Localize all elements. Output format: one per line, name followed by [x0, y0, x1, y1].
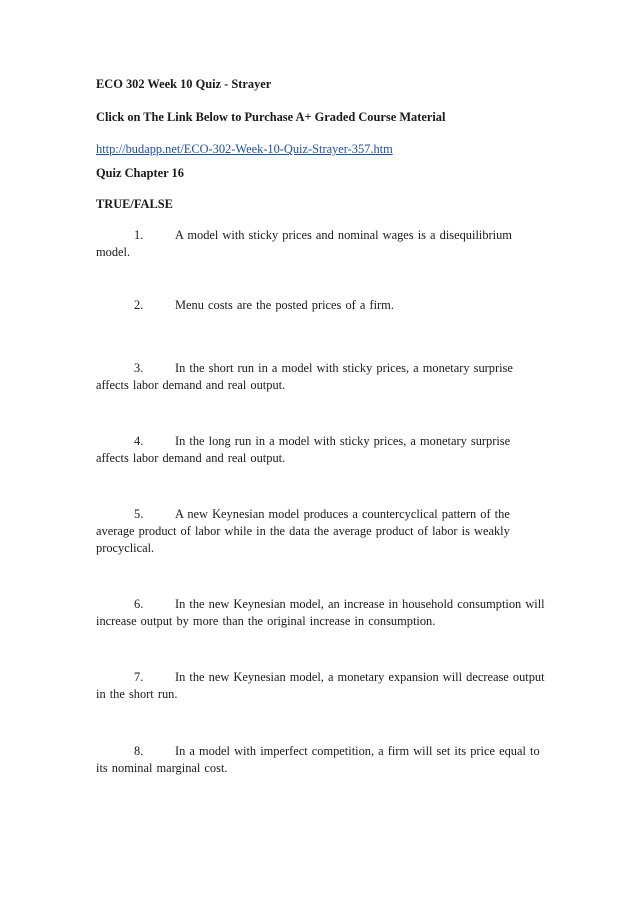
question-text: A model with sticky prices and nominal wages is a disequilibrium model. — [96, 228, 512, 259]
question-5 — [96, 506, 546, 557]
document-title: ECO 302 Week 10 Quiz - Strayer — [96, 77, 272, 91]
question-text: A new Keynesian model produces a countercyclical pattern of the average product of labor while in the data the average product of labor is weakly procyclical. — [96, 507, 510, 555]
section-heading: TRUE/FALSE — [96, 197, 173, 211]
chapter-heading: Quiz Chapter 16 — [96, 166, 184, 180]
question-3 — [96, 360, 546, 394]
question-7 — [96, 669, 546, 703]
question-text: In the new Keynesian model, a monetary expansion will decrease output in the short run. — [96, 670, 545, 701]
question-number: 5. — [134, 507, 144, 521]
question-number: 3. — [134, 361, 144, 375]
question-number: 2. — [134, 298, 144, 312]
question-number: 1. — [134, 228, 144, 242]
question-6 — [96, 596, 546, 630]
question-number: 4. — [134, 434, 144, 448]
purchase-instruction: Click on The Link Below to Purchase A+ Graded Course Material — [96, 110, 446, 124]
question-1 — [96, 227, 546, 261]
question-text: In a model with imperfect competition, a firm will set its price equal to its nominal marginal cost. — [96, 744, 540, 775]
question-number: 6. — [134, 597, 144, 611]
question-8 — [96, 743, 546, 777]
question-text: In the new Keynesian model, an increase in household consumption will increase output by more than the original increase in consumption. — [96, 597, 545, 628]
question-2 — [96, 297, 546, 314]
purchase-link[interactable]: http://budapp.net/ECO-302-Week-10-Quiz-Strayer-357.htm — [96, 142, 393, 156]
question-number: 8. — [134, 744, 144, 758]
question-4 — [96, 433, 546, 467]
question-number: 7. — [134, 670, 144, 684]
question-text: Menu costs are the posted prices of a firm. — [175, 298, 394, 312]
question-text: In the short run in a model with sticky prices, a monetary surprise affects labor demand and real output. — [96, 361, 513, 392]
question-text: In the long run in a model with sticky prices, a monetary surprise affects labor demand and real output. — [96, 434, 511, 465]
